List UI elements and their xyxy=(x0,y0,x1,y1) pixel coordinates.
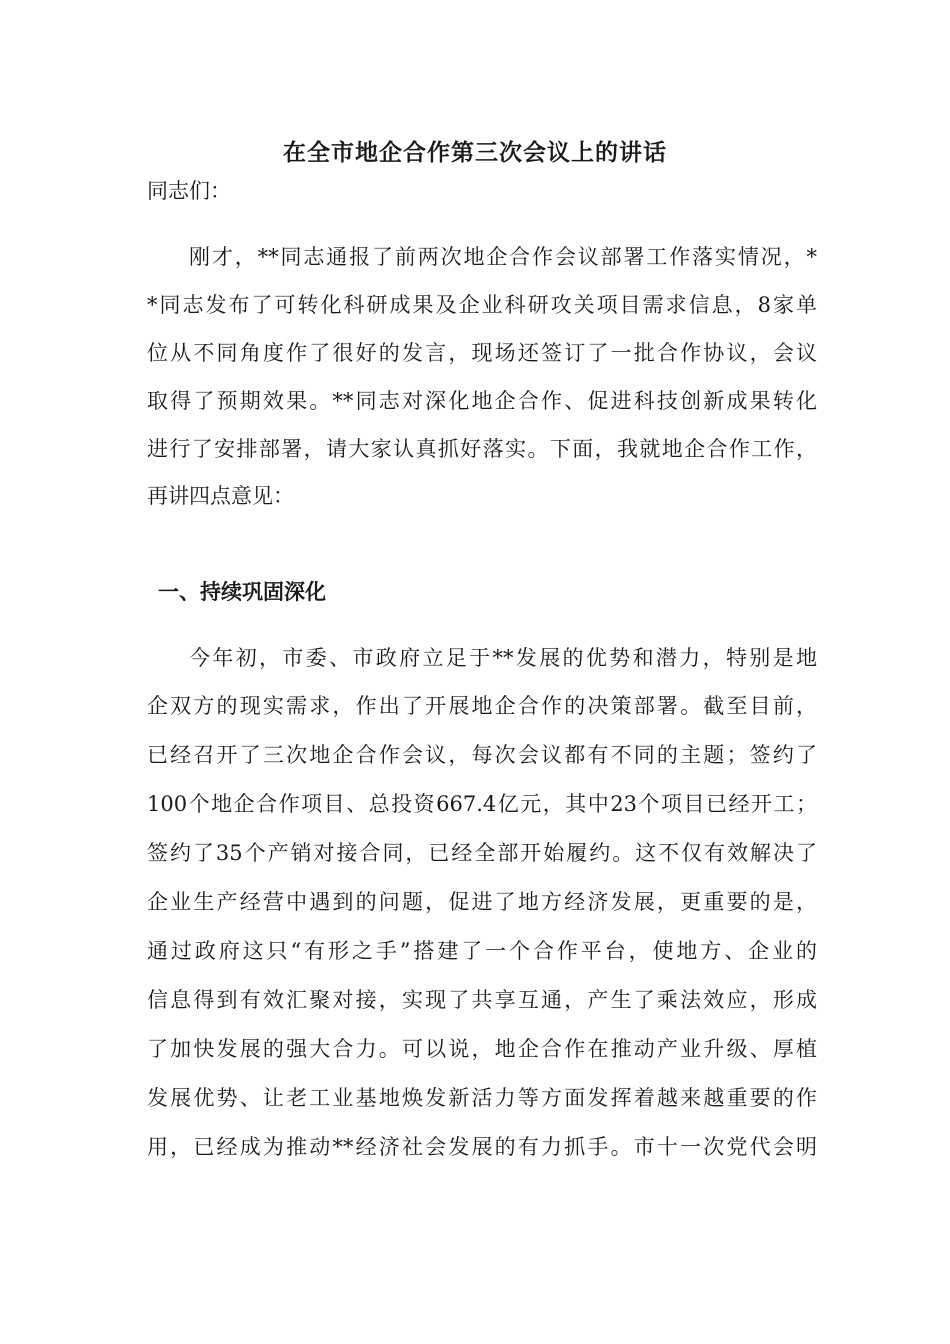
paragraph-line: 通过政府这只“有形之手”搭建了一个合作平台，使地方、企业的 xyxy=(147,939,817,963)
paragraph-line: 刚才，**同志通报了前两次地企合作会议部署工作落实情况，* xyxy=(189,245,817,269)
paragraph-line: 再讲四点意见： xyxy=(147,484,294,508)
document-title: 在全市地企合作第三次会议上的讲话 xyxy=(283,139,667,166)
paragraph-line: *同志发布了可转化科研成果及企业科研攻关项目需求信息，8家单 xyxy=(147,293,817,317)
paragraph-line: 发展优势、让老工业基地焕发新活力等方面发挥着越来越重要的作 xyxy=(147,1086,817,1110)
section-heading: 一、持续巩固深化 xyxy=(158,579,326,604)
paragraph-line: 企双方的现实需求，作出了开展地企合作的决策部署。截至目前， xyxy=(147,694,817,718)
paragraph-line: 企业生产经营中遇到的问题，促进了地方经济发展，更重要的是， xyxy=(147,890,817,914)
paragraph-line: 进行了安排部署，请大家认真抓好落实。下面，我就地企合作工作， xyxy=(147,437,817,461)
salutation: 同志们： xyxy=(147,179,231,203)
paragraph-line: 用，已经成为推动**经济社会发展的有力抓手。市十一次党代会明 xyxy=(147,1135,817,1159)
paragraph-line: 了加快发展的强大合力。可以说，地企合作在推动产业升级、厚植 xyxy=(147,1037,817,1061)
paragraph-line: 取得了预期效果。**同志对深化地企合作、促进科技创新成果转化 xyxy=(147,389,817,413)
paragraph-line: 信息得到有效汇聚对接，实现了共享互通，产生了乘法效应，形成 xyxy=(147,988,817,1012)
paragraph-line: 签约了35个产销对接合同，已经全部开始履约。这不仅有效解决了 xyxy=(147,841,817,865)
paragraph-line: 已经召开了三次地企合作会议，每次会议都有不同的主题；签约了 xyxy=(147,743,817,767)
paragraph-line: 100个地企合作项目、总投资667.4亿元，其中23个项目已经开工； xyxy=(147,792,817,816)
paragraph-line: 位从不同角度作了很好的发言，现场还签订了一批合作协议，会议 xyxy=(147,341,817,365)
paragraph-line: 今年初，市委、市政府立足于**发展的优势和潜力，特别是地 xyxy=(189,646,817,670)
